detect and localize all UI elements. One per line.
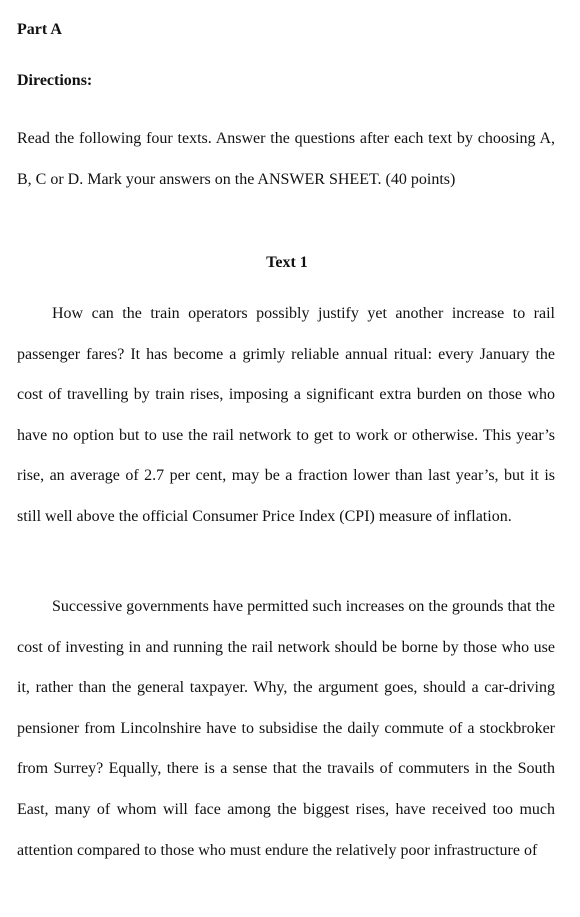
text-1-paragraph-1: How can the train operators possibly justify yet another increase to rail passenger fares? It has become a grimly reliable annual ritual: every January the cost of travelling by train rises, imposing a significant extra burden on those who have no option but to use the rail network to get to work or otherwise. This year’s rise, an average of 2.7 per cent, may be a fraction lower than last year’s, but it is still well above the official Consumer Price Index (CPI) measure of inflation. [17, 305, 555, 525]
directions-title: Directions: [17, 72, 93, 89]
text-1-paragraph-2: Successive governments have permitted such increases on the grounds that the cost of investing in and running the rail network should be borne by those who use it, rather than the general taxpayer. Why, the argument goes, should a car-driving pensioner from Lincolnshire have to subsidise the daily commute of a stockbroker from Surrey? Equally, there is a sense that the travails of commuters in the South East, many of whom will face among the biggest rises, have received too much attention compared to those who must endure the relatively poor infrastructure of [17, 598, 555, 859]
text-1-heading: Text 1 [266, 254, 308, 271]
directions-text: Read the following four texts. Answer the questions after each text by choosing A, B, C or D. Mark your answers on the ANSWER SHEET. (40 points) [17, 130, 555, 188]
part-title: Part A [17, 21, 62, 38]
